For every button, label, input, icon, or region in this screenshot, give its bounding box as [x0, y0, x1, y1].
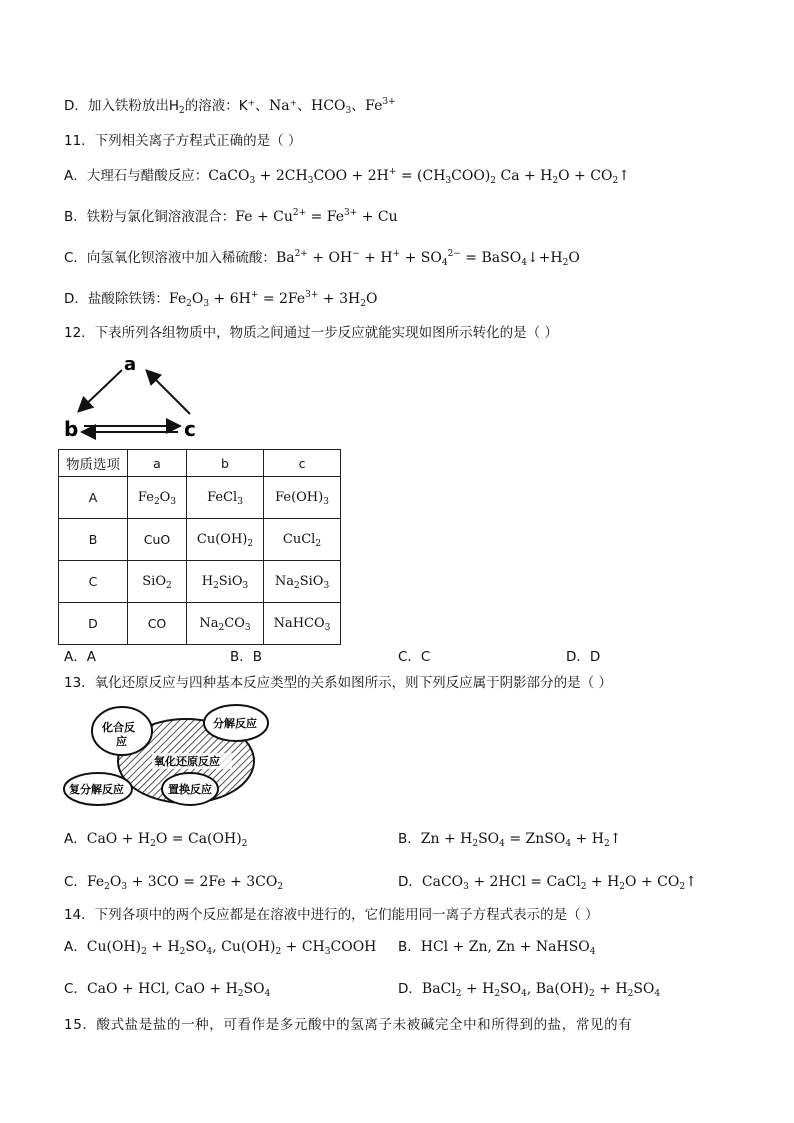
q10-d-ion2: ⁺、HCO — [289, 98, 346, 114]
q13-option-b: B．$Zn + H_2SO_4$ = ZnSO$_4$ + $H_2↑$ — [398, 831, 622, 849]
table-cell: $H_2SiO_3$ — [187, 561, 264, 603]
q11-option-b: B．铁粉与氯化铜溶液混合：$Fe + Cu^{2+} = Fe^{3+} + Cu$ — [64, 208, 398, 225]
q12-answer-a: A．A — [64, 649, 96, 665]
q13-option-a: A．CaO + $H_2O = Ca(OH)_2$ — [64, 831, 248, 849]
table-header-cell: b — [187, 450, 264, 477]
q14-c-label: C． — [64, 981, 87, 997]
q12-answer-d: D．D — [566, 649, 601, 665]
q13-option-c: C．$Fe_2O_3 + 3CO = 2Fe + 3CO_2$ — [64, 874, 284, 892]
table-cell: CuCl$_2$ — [264, 519, 341, 561]
table-cell: CuO — [128, 519, 187, 561]
label-combination: 化合反 — [102, 721, 135, 734]
q13-c-label: C． — [64, 874, 87, 890]
label-redox: 氧化还原反应 — [154, 755, 220, 768]
q10-d-sub: 2 — [179, 106, 185, 116]
q10-d-label: D．加入铁粉放出H — [64, 98, 180, 114]
q10-d-text: 的溶液：K — [184, 98, 248, 114]
q13-d-label: D． — [398, 874, 422, 890]
table-cell: $Na_2CO_3$ — [187, 603, 264, 645]
table-cell: SiO$_2$ — [128, 561, 187, 603]
table-cell: $Na_2SiO_3$ — [264, 561, 341, 603]
q13-venn-diagram — [62, 703, 272, 807]
arrow-c-to-a — [148, 372, 190, 414]
q11-option-a: A．大理石与醋酸反应：CaCO$_3$ + $2CH_3COO + 2H^+ = (CH_3COO)_2$ $Ca + H_2O$ + $CO_2↑$ — [64, 167, 630, 186]
q11-c-label: C．向氢氧化钡溶液中加入稀硫酸： — [64, 250, 276, 266]
q12-options-table — [58, 449, 341, 645]
q13-option-d: D．CaCO$_3$ + 2HCl = CaCl$_2$ + $H_2O$ + $CO_2↑$ — [398, 874, 697, 892]
label-combination-2: 应 — [116, 735, 127, 748]
q12-answer-c: C．C — [398, 649, 431, 665]
q14-option-b: B．HCl + Zn, Zn + NaHSO$_4$ — [398, 939, 596, 957]
q12-stem: 12．下表所列各组物质中，物质之间通过一步反应就能实现如图所示转化的是（ ） — [64, 325, 558, 341]
q10-d-ion3: 3 — [345, 106, 352, 116]
q10-d-ion5: 3+ — [382, 97, 396, 107]
q11-option-c: C．向氢氧化钡溶液中加入稀硫酸：$Ba^{2+} + OH^- + H^+ + SO_4^{2-}$ = $BaSO_4↓+H_2O$ — [64, 249, 580, 268]
table-header-cell: c — [264, 450, 341, 477]
q12-answer-b: B．B — [230, 649, 263, 665]
table-row — [59, 603, 341, 645]
table-cell-option: D — [59, 603, 128, 645]
table-header-row — [59, 450, 341, 477]
q12-node-a: a — [124, 354, 137, 375]
q13-b-label: B． — [398, 831, 421, 847]
q11-d-label: D．盐酸除铁锈： — [64, 291, 169, 307]
q11-option-d: D．盐酸除铁锈：$Fe_2O_3 + 6H^+ = 2Fe^{3+} + 3H_2O$ — [64, 290, 378, 309]
q13-stem: 13．氧化还原反应与四种基本反应类型的关系如图所示，则下列反应属于阴影部分的是（ ） — [64, 675, 612, 691]
q12-node-c: c — [184, 417, 196, 441]
q10-d-ion4: 、Fe — [351, 98, 383, 114]
label-decomposition: 分解反应 — [213, 717, 257, 730]
q11-stem: 11．下列相关离子方程式正确的是（ ） — [64, 133, 302, 149]
q13-a-label: A． — [64, 831, 87, 847]
q10-option-d — [64, 96, 396, 116]
q14-option-c: C．CaO + HCl, CaO + $H_2SO_4$ — [64, 981, 271, 999]
table-cell: NaHCO$_3$ — [264, 603, 341, 645]
q14-d-label: D． — [398, 981, 422, 997]
arrow-a-to-b — [80, 370, 122, 410]
table-header-cell: a — [128, 450, 187, 477]
table-row — [59, 561, 341, 603]
q14-option-d: D．BaCl$_2$ + $H_2SO_4$, $Ba(OH)_2 + H_2SO_4$ — [398, 981, 661, 999]
q14-b-label: B． — [398, 939, 421, 955]
table-cell: $Cu(OH)_2$ — [187, 519, 264, 561]
table-row — [59, 477, 341, 519]
table-cell-option: A — [59, 477, 128, 519]
table-cell: CO — [128, 603, 187, 645]
table-cell-option: B — [59, 519, 128, 561]
table-cell: FeCl$_3$ — [187, 477, 264, 519]
table-row — [59, 519, 341, 561]
q11-a-label: A．大理石与醋酸反应： — [64, 168, 209, 184]
q10-d-ion1: ⁺、Na — [247, 98, 290, 114]
q11-b-label: B．铁粉与氯化铜溶液混合： — [64, 209, 236, 225]
table-cell-option: C — [59, 561, 128, 603]
table-cell: $Fe_2O_3$ — [128, 477, 187, 519]
label-double-decomp: 复分解反应 — [69, 783, 124, 796]
q12-triangle-diagram — [60, 350, 220, 442]
q15-stem: 15．酸式盐是盐的一种，可看作是多元酸中的氢离子未被碱完全中和所得到的盐，常见的有 — [64, 1017, 633, 1033]
q14-a-label: A． — [64, 939, 87, 955]
label-single-replace: 置换反应 — [168, 783, 212, 796]
table-cell: $Fe(OH)_3$ — [264, 477, 341, 519]
q12-node-b: b — [64, 417, 79, 441]
table-header-cell: 物质选项 — [59, 450, 128, 477]
q14-stem: 14．下列各项中的两个反应都是在溶液中进行的，它们能用同一离子方程式表示的是（ ） — [64, 907, 599, 923]
q14-option-a: A．$Cu(OH)_2 + H_2SO_4$, $Cu(OH)_2$ + $CH_3COOH$ — [64, 939, 377, 957]
